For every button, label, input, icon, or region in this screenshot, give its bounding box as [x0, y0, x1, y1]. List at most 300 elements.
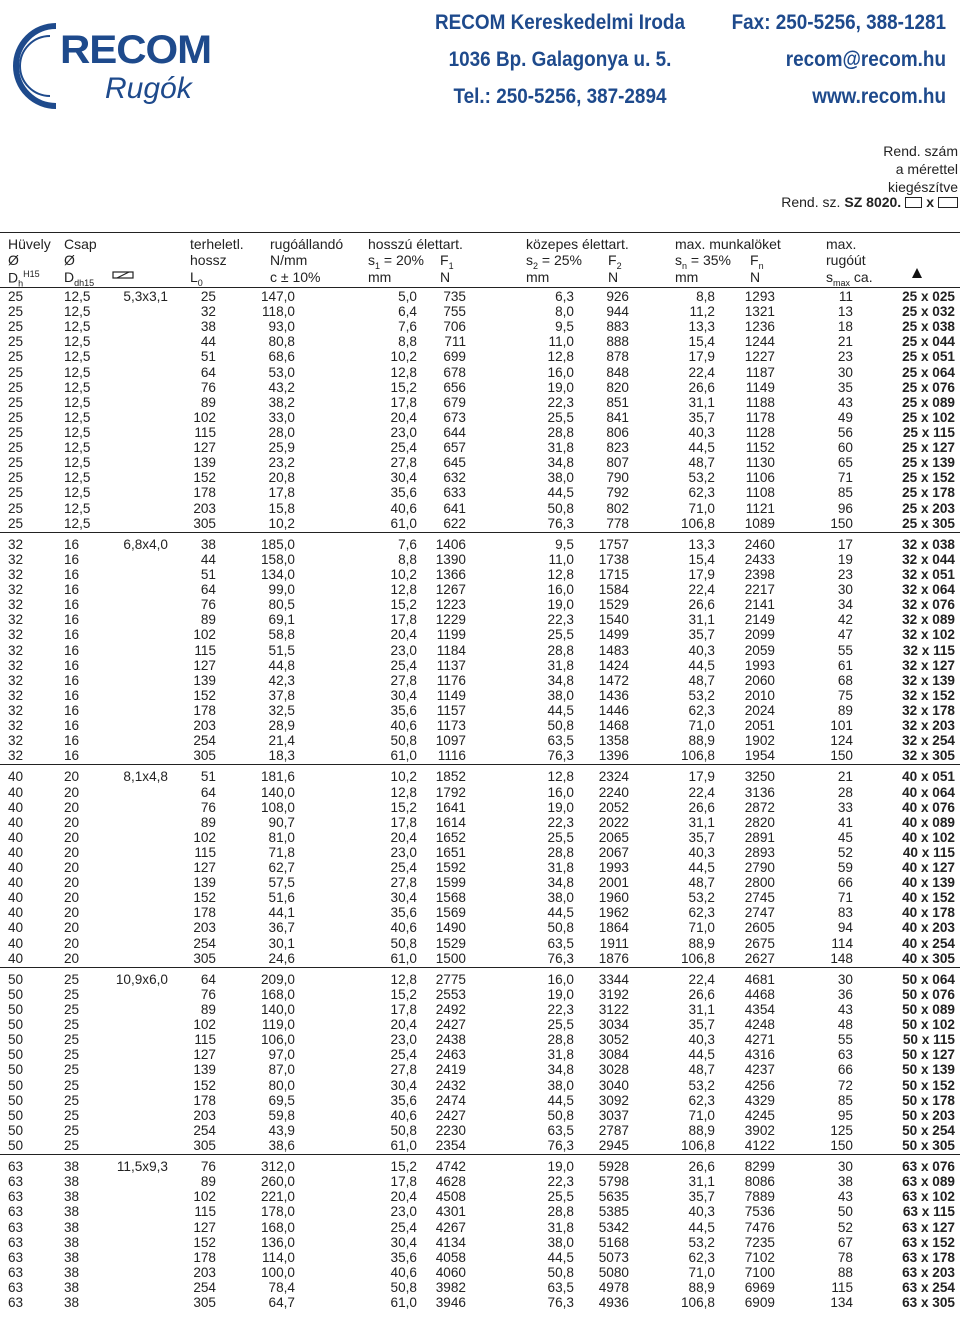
- cell-fn: 7476: [744, 1219, 775, 1235]
- cell-spring-rate: 147,0: [260, 289, 295, 304]
- cell-smax: 30: [837, 364, 853, 380]
- cell-smax: 66: [837, 1062, 853, 1078]
- cell-s1: 20,4: [390, 627, 417, 643]
- cell-pin-diameter: 16: [64, 733, 80, 749]
- table-header-row-1: [0, 236, 960, 253]
- company-fax: Fax: 250-5256, 388-1281: [731, 11, 946, 34]
- cell-f1: 678: [443, 364, 466, 380]
- cell-pin-diameter: 20: [64, 814, 80, 830]
- table-row: [0, 1265, 960, 1280]
- cell-s1: 12,8: [390, 784, 417, 800]
- cell-s2: 38,0: [547, 1077, 574, 1093]
- cell-fn: 2891: [744, 829, 775, 845]
- cell-sleeve-diameter: 32: [8, 597, 24, 613]
- cell-smax: 38: [837, 1174, 853, 1190]
- cell-pin-diameter: 16: [64, 551, 80, 567]
- col-head-mm-2: mm: [526, 269, 550, 285]
- cell-pin-diameter: 25: [64, 1047, 80, 1063]
- cell-smax: 11: [838, 289, 853, 304]
- order-code-x: x: [926, 194, 934, 210]
- cell-f2: 1396: [598, 748, 629, 764]
- table-row: [0, 582, 960, 597]
- cell-f2: 1993: [598, 860, 629, 876]
- cell-fn: 7100: [744, 1264, 775, 1280]
- order-number-note: [883, 142, 958, 196]
- cell-spring-rate: 108,0: [260, 799, 295, 815]
- cell-fn: 2747: [744, 905, 775, 921]
- cell-f1: 2419: [435, 1062, 466, 1078]
- cell-free-length: 115: [194, 1032, 216, 1048]
- cell-free-length: 139: [193, 1062, 216, 1078]
- cell-order-code: 63 x 178: [902, 1249, 955, 1265]
- cell-smax: 68: [837, 672, 853, 688]
- cell-s2: 19,0: [547, 799, 574, 815]
- cell-order-code: 40 x 051: [902, 769, 955, 785]
- cell-s1: 15,2: [390, 379, 417, 395]
- size-placeholder-box: [938, 197, 958, 208]
- table-row: [0, 1174, 960, 1189]
- order-code-prefix: Rend. sz.: [781, 194, 841, 210]
- cell-order-code: 50 x 203: [902, 1107, 955, 1123]
- cell-free-length: 139: [193, 875, 216, 891]
- cell-smax: 43: [837, 1189, 853, 1205]
- cell-order-code: 40 x 254: [902, 935, 955, 951]
- cell-s1: 20,4: [390, 409, 417, 425]
- cell-f2: 3344: [598, 971, 629, 987]
- cell-fn: 1993: [744, 657, 775, 673]
- cell-f2: 926: [606, 289, 629, 304]
- table-row: [0, 830, 960, 845]
- col-head-s2: $s_2 = 25\%$: [526, 252, 582, 271]
- cell-f1: 2553: [435, 986, 466, 1002]
- table-row: [0, 304, 960, 319]
- cell-sn: 22,4: [688, 971, 715, 987]
- cell-s2: 9,5: [555, 319, 574, 335]
- cell-s1: 30,4: [390, 470, 417, 486]
- cell-f2: 823: [606, 440, 629, 456]
- cell-sleeve-diameter: 40: [8, 784, 24, 800]
- col-head-dh: $D_h^{H15}$: [8, 269, 40, 289]
- cell-f2: 3092: [598, 1092, 629, 1108]
- cell-sleeve-diameter: 32: [8, 551, 24, 567]
- cell-spring-rate: 15,8: [268, 500, 295, 516]
- cell-s1: 35,6: [390, 1249, 417, 1265]
- company-email[interactable]: recom@recom.hu: [785, 48, 946, 71]
- cell-sleeve-diameter: 25: [8, 304, 24, 320]
- cell-f1: 1569: [435, 905, 466, 921]
- cell-sleeve-diameter: 40: [8, 935, 24, 951]
- cell-free-length: 32: [200, 304, 216, 320]
- cell-spring-rate: 93,0: [268, 319, 295, 335]
- cell-s1: 15,2: [390, 799, 417, 815]
- cell-free-length: 89: [200, 1174, 216, 1190]
- cell-order-code: 25 x 178: [902, 485, 955, 501]
- cell-smax: 30: [837, 1159, 853, 1175]
- cell-s2: 34,8: [547, 672, 574, 688]
- cell-spring-rate: 80,5: [268, 597, 295, 613]
- cell-smax: 75: [837, 687, 853, 703]
- cell-sn: 62,3: [688, 905, 715, 921]
- cell-free-length: 102: [193, 1189, 216, 1205]
- table-row: [0, 1017, 960, 1032]
- cell-f1: 4060: [435, 1264, 466, 1280]
- cell-fn: 1902: [744, 733, 775, 749]
- cell-f2: 1876: [598, 950, 629, 966]
- table-row: [0, 673, 960, 688]
- cell-s2: 25,5: [547, 409, 574, 425]
- cell-sn: 48,7: [688, 875, 715, 891]
- cell-f1: 1149: [436, 687, 466, 703]
- cell-f1: 1500: [435, 950, 466, 966]
- col-head-s1: $s_1 = 20\%$: [368, 252, 424, 271]
- cell-fn: 2745: [744, 890, 775, 906]
- cell-pin-diameter: 16: [64, 718, 80, 734]
- cell-free-length: 64: [200, 582, 216, 598]
- cell-sleeve-diameter: 50: [8, 1092, 24, 1108]
- cell-spring-rate: 260,0: [260, 1174, 295, 1190]
- cell-f2: 802: [606, 500, 629, 516]
- cell-smax: 56: [837, 424, 853, 440]
- col-head-mm-3: mm: [675, 269, 699, 285]
- cell-order-code: 50 x 115: [902, 1032, 955, 1048]
- cell-spring-rate: 69,5: [268, 1092, 295, 1108]
- table-head-divider: [0, 287, 960, 288]
- order-note-line2: a mérettel: [895, 161, 958, 177]
- cell-s1: 30,4: [390, 1077, 417, 1093]
- cell-s1: 12,8: [390, 582, 417, 598]
- cell-free-length: 254: [193, 1122, 216, 1138]
- cell-free-length: 178: [193, 905, 216, 921]
- cell-order-code: 40 x 115: [902, 844, 955, 860]
- cell-smax: 115: [831, 1280, 853, 1295]
- cell-f2: 5635: [598, 1189, 629, 1205]
- cell-pin-diameter: 38: [64, 1280, 80, 1295]
- cell-sn: 31,1: [688, 1174, 715, 1190]
- cell-fn: 4316: [744, 1047, 775, 1063]
- table-row: [0, 485, 960, 500]
- cell-sn: 48,7: [688, 1062, 715, 1078]
- col-head-medium-life: közepes élettart.: [526, 236, 629, 252]
- cell-sn: 35,7: [688, 1017, 715, 1033]
- cell-s2: 25,5: [547, 1189, 574, 1205]
- cell-free-length: 64: [200, 784, 216, 800]
- cell-spring-rate: 134,0: [260, 566, 295, 582]
- table-row: [0, 815, 960, 830]
- cell-order-code: 63 x 152: [902, 1234, 955, 1250]
- table-row: [0, 349, 960, 364]
- cell-sleeve-diameter: 50: [8, 1047, 24, 1063]
- cell-pin-diameter: 38: [64, 1234, 80, 1250]
- cell-f1: 632: [443, 470, 466, 486]
- cell-sn: 71,0: [688, 1107, 715, 1123]
- cell-pin-diameter: 16: [64, 566, 80, 582]
- table-row: [0, 905, 960, 920]
- cell-spring-rate: 78,4: [268, 1280, 295, 1295]
- cell-pin-diameter: 20: [64, 784, 80, 800]
- header-divider: [0, 232, 960, 233]
- order-note-line3: kiegészítve: [887, 179, 958, 195]
- col-head-diam-sleeve: Ø: [8, 252, 19, 268]
- cell-sleeve-diameter: 50: [8, 1017, 24, 1033]
- cell-s1: 61,0: [390, 1295, 417, 1311]
- cell-spring-rate: 25,9: [268, 440, 295, 456]
- table-row: [0, 972, 960, 987]
- table-row: [0, 1250, 960, 1265]
- cell-s1: 15,2: [390, 597, 417, 613]
- cell-free-length: 76: [200, 799, 216, 815]
- cell-s1: 17,8: [390, 1174, 417, 1190]
- cell-free-length: 102: [193, 829, 216, 845]
- cell-order-code: 40 x 089: [902, 814, 955, 830]
- col-head-long-life: hosszú élettart.: [368, 236, 463, 252]
- cell-sleeve-diameter: 50: [8, 1062, 24, 1078]
- table-row: [0, 455, 960, 470]
- cell-free-length: 44: [200, 334, 216, 350]
- cell-free-length: 305: [193, 1138, 216, 1154]
- cell-spring-rate: 68,6: [268, 349, 295, 365]
- cell-sn: 62,3: [688, 702, 715, 718]
- cell-f2: 851: [606, 394, 629, 410]
- col-head-sleeve: Hüvely: [8, 236, 51, 252]
- cell-fn: 2059: [744, 642, 775, 658]
- cell-s1: 23,0: [390, 642, 417, 658]
- cell-order-code: 32 x 152: [902, 687, 955, 703]
- cell-spring-rate: 140,0: [260, 1002, 295, 1018]
- cell-spring-rate: 185,0: [260, 536, 295, 552]
- cell-spring-rate: 32,5: [268, 702, 295, 718]
- cell-fn: 2790: [744, 860, 775, 876]
- cell-sleeve-diameter: 25: [8, 379, 24, 395]
- cell-f2: 841: [606, 409, 629, 425]
- cell-order-code: 40 x 064: [902, 784, 955, 800]
- cell-sn: 48,7: [688, 455, 715, 471]
- cell-free-length: 152: [193, 687, 216, 703]
- col-head-dd: $D_{dh15}$: [64, 269, 95, 288]
- cell-pin-diameter: 12,5: [64, 289, 91, 304]
- cell-sleeve-diameter: 63: [8, 1204, 24, 1220]
- cell-smax: 89: [837, 702, 853, 718]
- table-group: [0, 532, 960, 765]
- cell-f1: 1614: [435, 814, 466, 830]
- sort-up-icon: [912, 268, 922, 278]
- cell-s2: 19,0: [547, 597, 574, 613]
- cell-order-code: 40 x 152: [902, 890, 955, 906]
- table-row: [0, 718, 960, 733]
- cell-smax: 124: [830, 733, 853, 749]
- cell-s2: 38,0: [547, 890, 574, 906]
- cell-f2: 792: [606, 485, 629, 501]
- cell-s2: 34,8: [547, 1062, 574, 1078]
- cell-f1: 4267: [435, 1219, 466, 1235]
- company-tel: Tel.: 250-5256, 387-2894: [453, 85, 667, 108]
- table-row: [0, 748, 960, 763]
- cell-s1: 8,8: [398, 334, 417, 350]
- cell-order-code: 63 x 102: [902, 1189, 955, 1205]
- cell-pin-diameter: 20: [64, 920, 80, 936]
- cell-spring-rate: 181,6: [260, 769, 295, 785]
- cell-spring-rate: 51,6: [268, 890, 295, 906]
- table-row: [0, 845, 960, 860]
- cell-f1: 1490: [435, 920, 466, 936]
- cell-f2: 3037: [598, 1107, 629, 1123]
- cell-s1: 35,6: [390, 1092, 417, 1108]
- cell-s1: 10,2: [390, 769, 417, 785]
- cell-sleeve-diameter: 40: [8, 769, 24, 785]
- cell-f2: 878: [606, 349, 629, 365]
- cell-spring-rate: 114,0: [261, 1249, 295, 1265]
- cell-smax: 96: [837, 500, 853, 516]
- cell-f2: 806: [606, 424, 629, 440]
- cell-fn: 1149: [745, 379, 775, 395]
- cell-f2: 778: [606, 515, 629, 531]
- cell-f1: 3982: [435, 1280, 466, 1295]
- cell-fn: 1178: [745, 409, 775, 425]
- cell-smax: 134: [830, 1295, 853, 1311]
- cell-order-code: 25 x 032: [902, 304, 955, 320]
- cell-smax: 55: [837, 1032, 853, 1048]
- company-web[interactable]: www.recom.hu: [812, 85, 946, 108]
- cell-sn: 44,5: [688, 860, 715, 876]
- cell-free-length: 152: [193, 890, 216, 906]
- cell-spring-rate: 20,8: [268, 470, 295, 486]
- cell-s1: 27,8: [390, 875, 417, 891]
- cell-s2: 22,3: [547, 1002, 574, 1018]
- cell-s2: 22,3: [547, 612, 574, 628]
- cell-free-length: 254: [193, 733, 216, 749]
- cell-order-code: 32 x 076: [902, 597, 955, 613]
- cell-free-length: 51: [200, 769, 216, 785]
- cell-free-length: 89: [200, 394, 216, 410]
- cell-s1: 5,0: [398, 289, 417, 304]
- cell-f1: 1599: [435, 875, 466, 891]
- cell-s1: 25,4: [390, 657, 417, 673]
- cell-sn: 53,2: [688, 1234, 715, 1250]
- cell-spring-rate: 38,6: [268, 1138, 295, 1154]
- cell-sleeve-diameter: 63: [8, 1234, 24, 1250]
- cell-s1: 23,0: [390, 424, 417, 440]
- cell-s2: 12,8: [547, 349, 574, 365]
- cell-sleeve-diameter: 32: [8, 733, 24, 749]
- cell-f1: 711: [444, 334, 466, 350]
- cell-order-code: 50 x 076: [902, 986, 955, 1002]
- cell-spring-rate: 18,3: [268, 748, 295, 764]
- cell-fn: 2010: [744, 687, 775, 703]
- cell-s1: 40,6: [390, 1264, 417, 1280]
- cell-order-code: 50 x 064: [902, 971, 955, 987]
- cell-spring-rate: 209,0: [260, 971, 295, 987]
- cell-smax: 49: [837, 409, 853, 425]
- cell-smax: 67: [837, 1234, 853, 1250]
- cell-order-code: 40 x 127: [902, 860, 955, 876]
- cell-f1: 2492: [435, 1002, 466, 1018]
- cell-sleeve-diameter: 32: [8, 627, 24, 643]
- cell-s1: 61,0: [390, 748, 417, 764]
- cell-smax: 52: [837, 844, 853, 860]
- cell-sn: 88,9: [688, 1280, 715, 1295]
- cell-sn: 26,6: [688, 379, 715, 395]
- cell-sleeve-diameter: 25: [8, 394, 24, 410]
- cell-f1: 1223: [435, 597, 466, 613]
- cell-sleeve-diameter: 25: [8, 485, 24, 501]
- cell-free-length: 139: [193, 672, 216, 688]
- cell-order-code: 25 x 139: [902, 455, 955, 471]
- cell-s2: 34,8: [547, 875, 574, 891]
- cell-free-length: 127: [193, 440, 216, 456]
- cell-pin-diameter: 25: [64, 1062, 80, 1078]
- cell-spring-rate: 10,2: [268, 515, 295, 531]
- col-head-max: max.: [826, 236, 857, 252]
- cell-pin-diameter: 20: [64, 950, 80, 966]
- cell-order-code: 40 x 102: [902, 829, 955, 845]
- cell-sleeve-diameter: 25: [8, 500, 24, 516]
- cell-s2: 44,5: [547, 905, 574, 921]
- cell-order-code: 63 x 305: [902, 1295, 955, 1311]
- cell-sn: 40,3: [688, 1204, 715, 1220]
- cell-pin-diameter: 12,5: [64, 409, 91, 425]
- cell-sleeve-diameter: 40: [8, 814, 24, 830]
- cell-s1: 17,8: [390, 1002, 417, 1018]
- cell-smax: 34: [837, 597, 853, 613]
- cell-fn: 1130: [745, 455, 775, 471]
- cell-smax: 48: [837, 1017, 853, 1033]
- cell-sleeve-diameter: 50: [8, 1032, 24, 1048]
- cell-f2: 944: [606, 304, 629, 320]
- cell-fn: 2872: [744, 799, 775, 815]
- table-row: [0, 1093, 960, 1108]
- cell-order-code: 50 x 152: [902, 1077, 955, 1093]
- cell-sn: 17,9: [688, 566, 715, 582]
- col-head-c-tolerance: c ± 10%: [270, 269, 321, 285]
- cell-sleeve-diameter: 32: [8, 748, 24, 764]
- cell-pin-diameter: 16: [64, 642, 80, 658]
- cell-free-length: 89: [200, 1002, 216, 1018]
- cell-pin-diameter: 25: [64, 1002, 80, 1018]
- cell-pin-diameter: 12,5: [64, 319, 91, 335]
- cell-sn: 35,7: [688, 409, 715, 425]
- cell-free-length: 115: [194, 1204, 216, 1220]
- cell-f1: 1529: [435, 935, 466, 951]
- cell-f2: 1864: [598, 920, 629, 936]
- cell-smax: 13: [837, 304, 853, 320]
- cell-f1: 1229: [435, 612, 466, 628]
- cell-sn: 11,2: [689, 304, 715, 320]
- table-row: [0, 425, 960, 440]
- cell-s1: 40,6: [390, 718, 417, 734]
- table-group: [0, 1154, 960, 1311]
- company-name: RECOM Kereskedelmi Iroda: [434, 11, 685, 34]
- cell-f2: 790: [606, 470, 629, 486]
- cell-f1: 1137: [436, 657, 466, 673]
- cell-fn: 7102: [744, 1249, 775, 1265]
- cell-spring-rate: 30,1: [268, 935, 295, 951]
- cell-spring-rate: 28,9: [268, 718, 295, 734]
- cell-order-code: 50 x 089: [902, 1002, 955, 1018]
- cell-sleeve-diameter: 63: [8, 1264, 24, 1280]
- cell-fn: 1089: [744, 515, 775, 531]
- cell-f2: 1358: [598, 733, 629, 749]
- cell-s1: 35,6: [390, 702, 417, 718]
- cell-fn: 4271: [744, 1032, 775, 1048]
- cell-s1: 40,6: [390, 1107, 417, 1123]
- cell-pin-diameter: 25: [64, 1092, 80, 1108]
- cell-smax: 28: [837, 784, 853, 800]
- cell-sleeve-diameter: 40: [8, 890, 24, 906]
- cell-pin-diameter: 25: [64, 971, 80, 987]
- cell-sleeve-diameter: 32: [8, 702, 24, 718]
- cell-order-code: 25 x 127: [902, 440, 955, 456]
- cell-sleeve-diameter: 25: [8, 470, 24, 486]
- cell-s1: 7,6: [398, 319, 417, 335]
